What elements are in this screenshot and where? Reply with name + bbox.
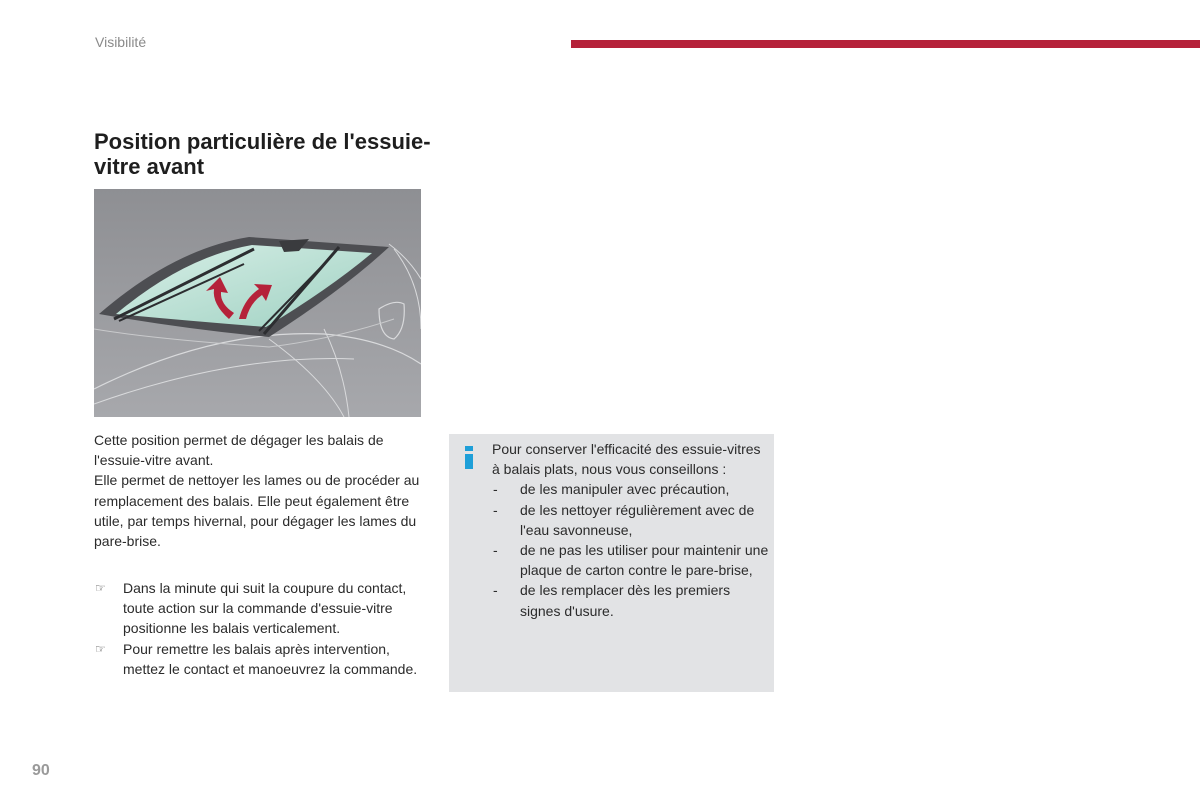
info-icon: [464, 444, 474, 466]
info-item-text: de les manipuler avec précaution,: [520, 481, 730, 498]
dash-marker: -: [493, 542, 498, 559]
info-list-item: [492, 479, 772, 499]
page-title: Position particulière de l'essuie-vitre avant: [94, 129, 431, 179]
dash-marker: -: [493, 481, 498, 498]
procedure-step-text: Dans la minute qui suit la coupure du contact, toute action sur la commande d'essuie-vitre positionne les balais verticalement.: [123, 580, 407, 637]
info-item-text: de ne pas les utiliser pour maintenir une plaque de carton contre le pare-brise,: [520, 542, 769, 579]
windscreen-wiper-illustration: [94, 189, 421, 417]
info-box: [449, 434, 774, 692]
info-list-item: [492, 540, 772, 580]
procedure-list: [94, 578, 429, 679]
intro-paragraph-2: Elle permet de nettoyer les lames ou de procéder au remplacement des balais. Elle peut également être utile, par temps hivernal, pour dégager les lames du pare-brise.: [94, 472, 420, 550]
intro-text: [94, 430, 424, 551]
pointing-hand-icon: ☞: [95, 641, 106, 656]
procedure-step: [94, 639, 429, 679]
dash-marker: -: [493, 582, 498, 599]
page-number: 90: [32, 762, 50, 779]
info-list: [492, 479, 772, 620]
section-label: Visibilité: [95, 34, 147, 50]
info-intro: Pour conserver l'efficacité des essuie-vitres à balais plats, nous vous conseillons :: [492, 441, 761, 478]
dash-marker: -: [493, 501, 498, 518]
intro-paragraph-1: Cette position permet de dégager les balais de l'essuie-vitre avant.: [94, 432, 384, 469]
info-list-item: [492, 500, 772, 540]
procedure-step: [94, 578, 429, 639]
section-accent-bar: [571, 40, 1200, 48]
info-text: [492, 439, 772, 621]
pointing-hand-icon: ☞: [95, 581, 106, 595]
info-item-text: de les nettoyer régulièrement avec de l'eau savonneuse,: [520, 501, 755, 538]
procedure-step-text: Pour remettre les balais après intervention, mettez le contact et manoeuvrez la commande.: [123, 640, 418, 677]
info-list-item: [492, 580, 772, 620]
info-item-text: de les remplacer dès les premiers signes d'usure.: [520, 582, 731, 619]
